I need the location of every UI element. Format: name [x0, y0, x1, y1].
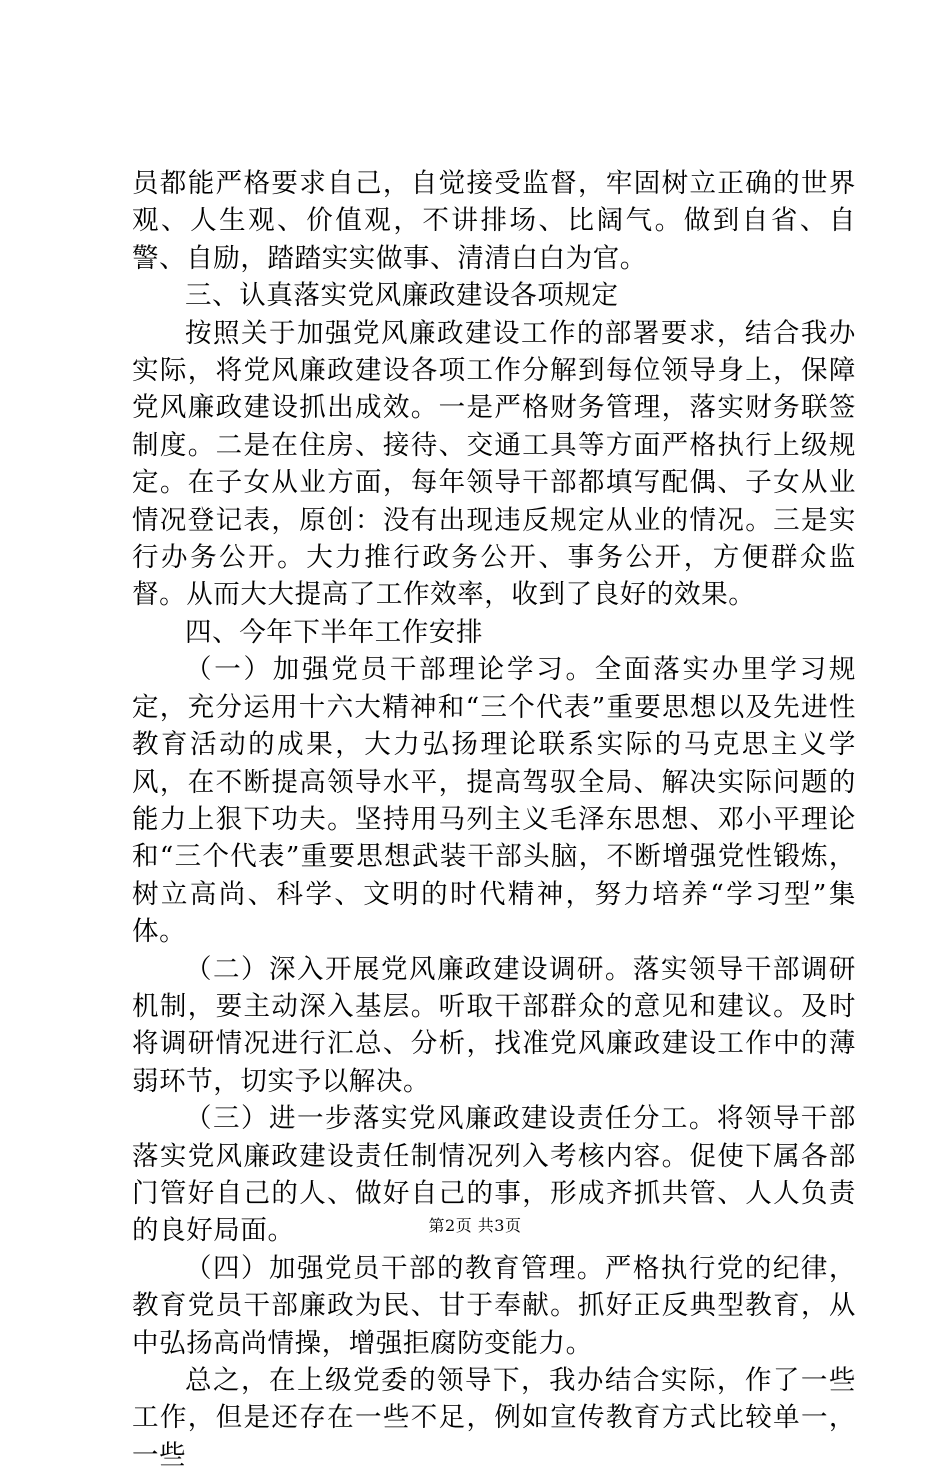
page-footer [0, 1216, 950, 1236]
paragraph-continuation: 员都能严格要求自己，自觉接受监督，牢固树立正确的世界观、人生观、价值观，不讲排场、比阔气。做到自省、自警、自励，踏踏实实做事、清清白白为官。 [132, 168, 856, 274]
sub-item-2: （二）深入开展党风廉政建设调研。落实领导干部调研机制，要主动深入基层。听取干部群众的意见和建议。及时将调研情况进行汇总、分析，找准党风廉政建设工作中的薄弱环节，切实予以解决。 [132, 953, 856, 1097]
paragraph-regulations: 按照关于加强党风廉政建设工作的部署要求，结合我办实际，将党风廉政建设各项工作分解到每位领导身上，保障党风廉政建设抓出成效。一是严格财务管理，落实财务联签制度。二是在住房、接待、交通工具等方面严格执行上级规定。在子女从业方面，每年领导干部都填写配偶、子女从业情况登记表，原创：没有出现违反规定从业的情况。三是实行办务公开。大力推行政务公开、事务公开，方便群众监督。从而大大提高了工作效率，收到了良好的效果。 [132, 317, 856, 611]
paragraph-summary: 总之，在上级党委的领导下，我办结合实际，作了一些工作，但是还存在一些不足，例如宣传教育方式比较单一，一些 [132, 1365, 856, 1471]
section-heading-3: 三、认真落实党风廉政建设各项规定 [185, 280, 619, 312]
sub-item-4: （四）加强党员干部的教育管理。严格执行党的纪律，教育党员干部廉政为民、甘于奉献。抓好正反典型教育，从中弘扬高尚情操，增强拒腐防变能力。 [132, 1252, 856, 1359]
page-number-label: 第2页 共3页 [428, 1216, 522, 1235]
section-heading-4: 四、今年下半年工作安排 [185, 616, 484, 648]
sub-item-1: （一）加强党员干部理论学习。全面落实办里学习规定，充分运用十六大精神和“三个代表”重要思想以及先进性教育活动的成果，大力弘扬理论联系实际的马克思主义学风，在不断提高领导水平，提高驾驭全局、解决实际问题的能力上狠下功夫。坚持用马列主义毛泽东思想、邓小平理论和“三个代表”重要思想武装干部头脑，不断增强党性锻炼，树立高尚、科学、文明的时代精神，努力培养“学习型”集体。 [132, 654, 856, 948]
sub-item-3: （三）进一步落实党风廉政建设责任分工。将领导干部落实党风廉政建设责任制情况列入考核内容。促使下属各部门管好自己的人、做好自己的事，形成齐抓共管、人人负责的良好局面。 [132, 1103, 856, 1247]
document-body [132, 165, 856, 1474]
